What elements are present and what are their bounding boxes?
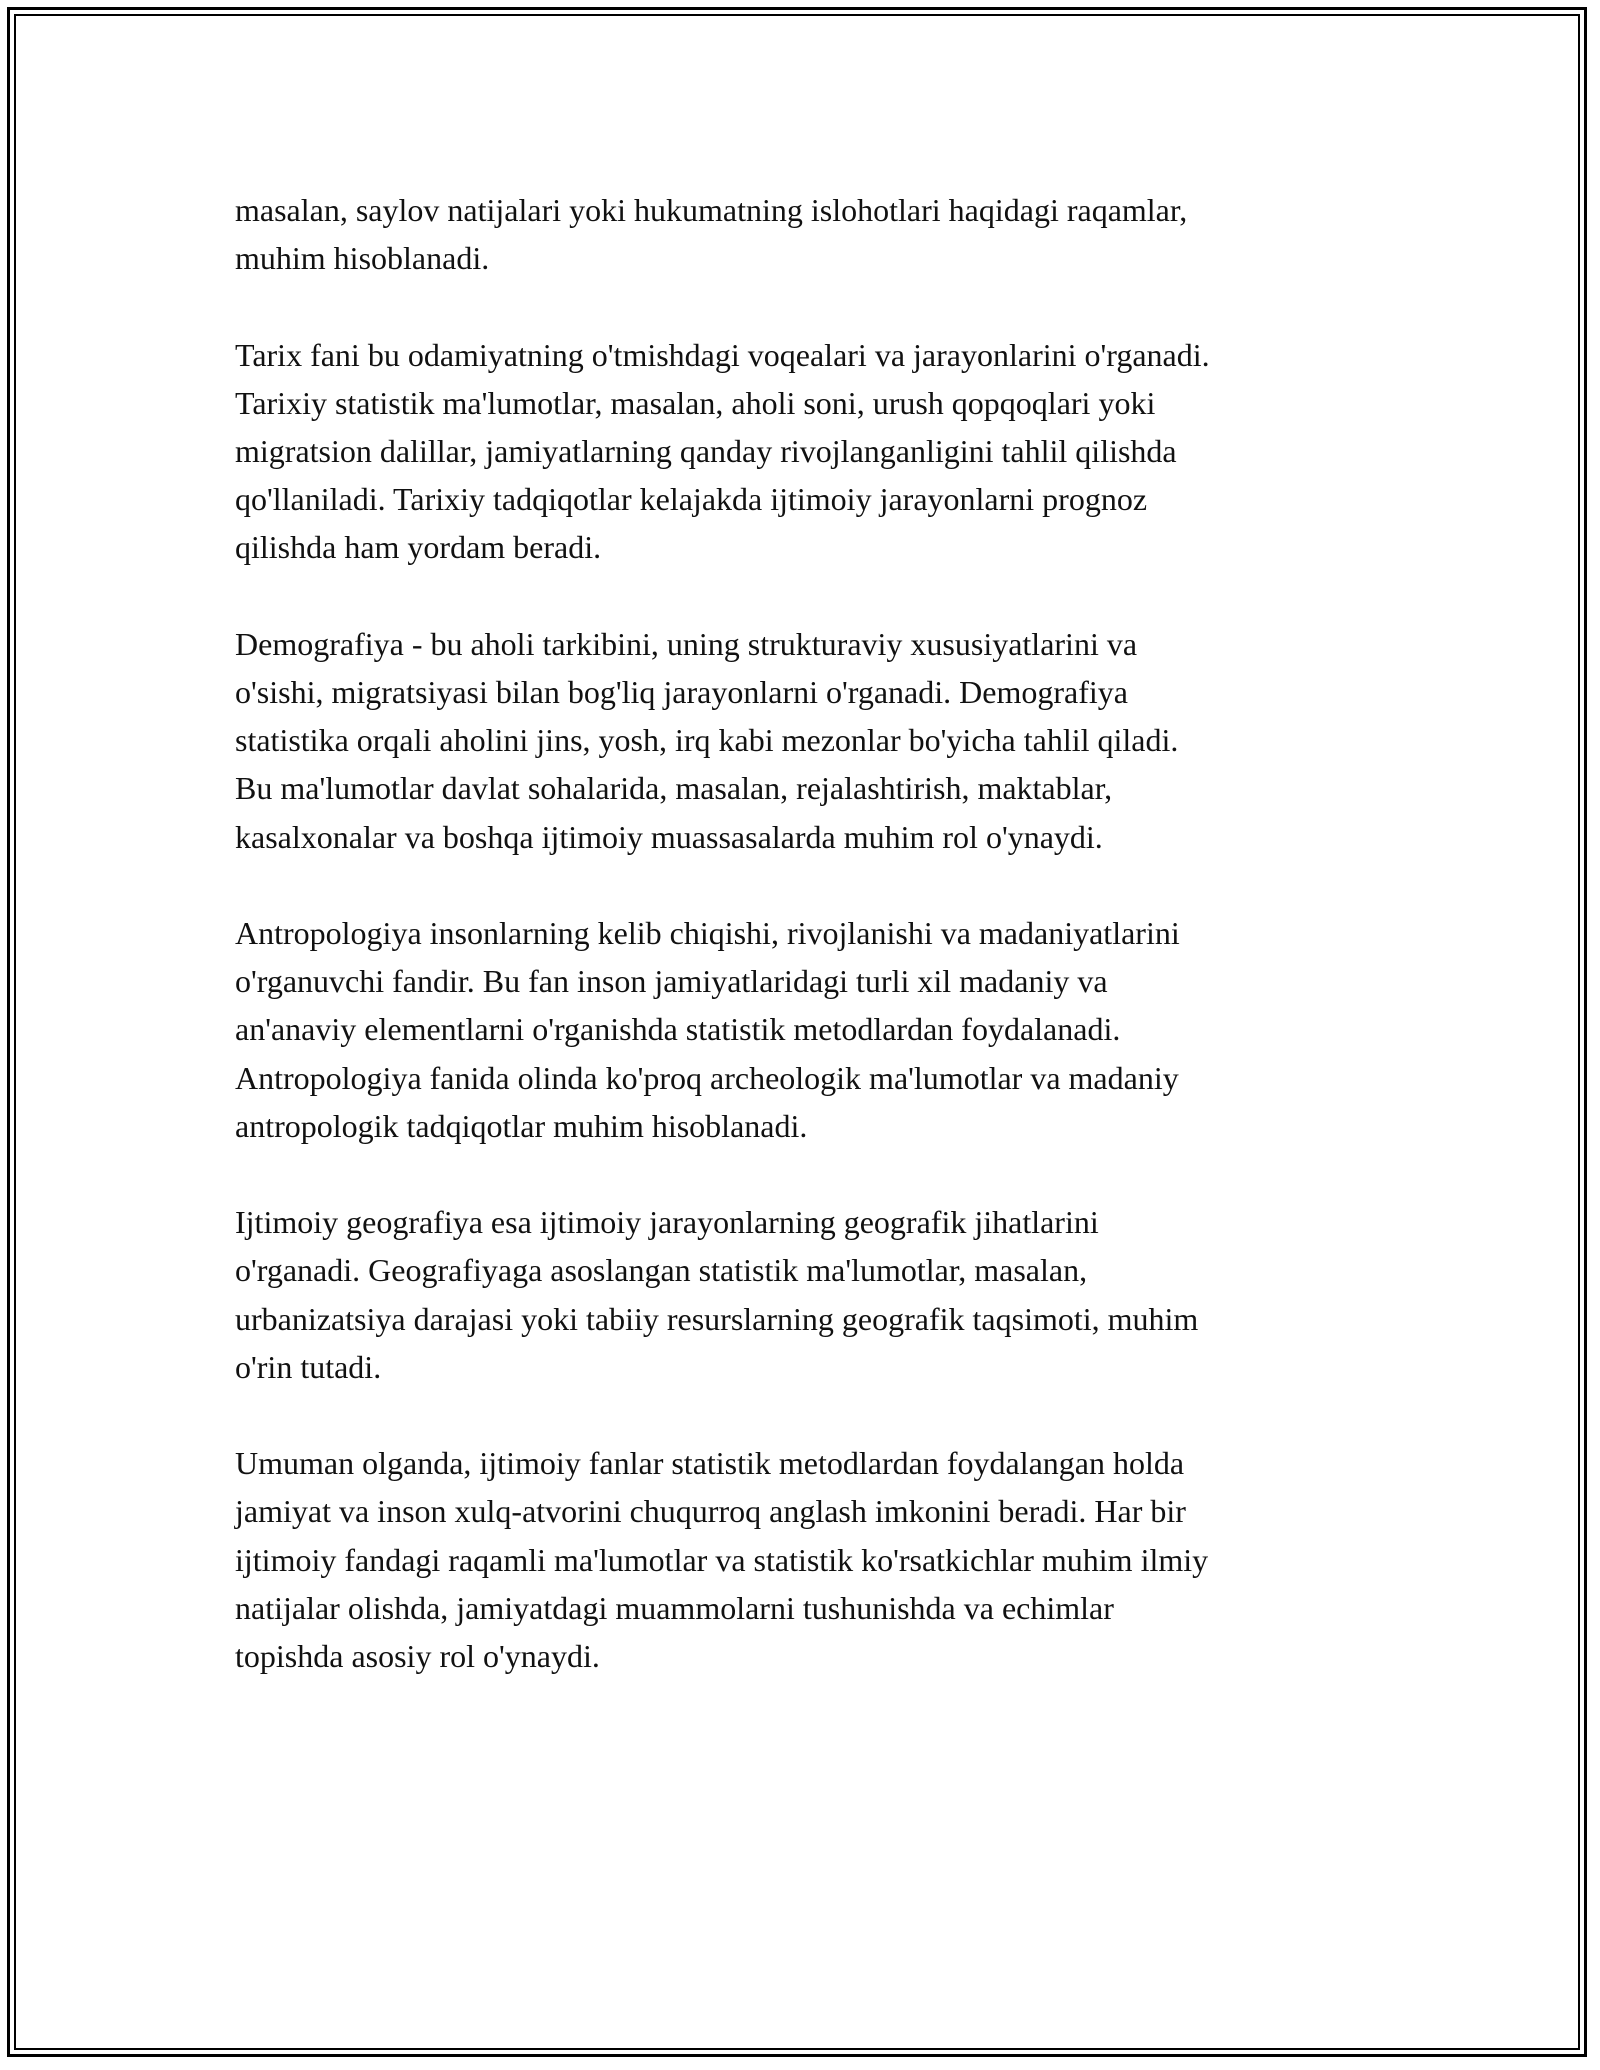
text-line: Antropologiya fanida olinda ko'proq archeologik ma'lumotlar va madaniy (235, 1059, 1179, 1096)
text-line: Ijtimoiy geografiya esa ijtimoiy jarayonlarning geografik jihatlarini (235, 1204, 1099, 1241)
text-line: Antropologiya insonlarning kelib chiqishi, rivojlanishi va madaniyatlarini (235, 915, 1180, 951)
document-body (235, 186, 1385, 1728)
paragraph-anthropology (235, 909, 1385, 1150)
text-line: jamiyat va inson xulq-atvorini chuqurroq anglash imkonini beradi. Har bir (235, 1493, 1186, 1530)
text-line: Demografiya - bu aholi tarkibini, uning strukturaviy xususiyatlarini va (235, 625, 1138, 662)
text-line: qilishda ham yordam beradi. (235, 529, 602, 566)
text-line: kasalxonalar va boshqa ijtimoiy muassasalarda muhim rol o'ynaydi. (235, 818, 1103, 855)
paragraph-social-geography (235, 1198, 1385, 1391)
text-line: Bu ma'lumotlar davlat sohalarida, masalan, rejalashtirish, maktablar, (235, 770, 1113, 807)
text-line: an'anaviy elementlarni o'rganishda statistik metodlardan foydalanadi. (235, 1011, 1121, 1048)
text-line: migratsion dalillar, jamiyatlarning qanday rivojlanganligini tahlil qilishda (235, 433, 1177, 469)
paragraph-demography (235, 620, 1385, 861)
text-line: o'sishi, migratsiyasi bilan bog'liq jarayonlarni o'rganadi. Demografiya (235, 674, 1128, 710)
text-line: Umuman olganda, ijtimoiy fanlar statistik metodlardan foydalangan holda (235, 1445, 1185, 1482)
text-line: Tarixiy statistik ma'lumotlar, masalan, aholi soni, urush qopqoqlari yoki (235, 384, 1156, 421)
text-line: muhim hisoblanadi. (235, 240, 490, 277)
paragraph-politics-continued (235, 186, 1385, 282)
text-line: statistika orqali aholini jins, yosh, irq kabi mezonlar bo'yicha tahlil qiladi. (235, 722, 1179, 759)
text-line: o'rganuvchi fandir. Bu fan inson jamiyatlaridagi turli xil madaniy va (235, 963, 1108, 1000)
text-line: ijtimoiy fandagi raqamli ma'lumotlar va statistik ko'rsatkichlar muhim ilmiy (235, 1541, 1209, 1578)
text-line: o'rin tutadi. (235, 1348, 382, 1385)
text-line: topishda asosiy rol o'ynaydi. (235, 1638, 600, 1675)
text-line: antropologik tadqiqotlar muhim hisoblanadi. (235, 1107, 808, 1144)
text-line: o'rganadi. Geografiyaga asoslangan statistik ma'lumotlar, masalan, (235, 1252, 1088, 1289)
text-line: urbanizatsiya darajasi yoki tabiiy resurslarning geografik taqsimoti, muhim (235, 1300, 1199, 1337)
text-line: qo'llaniladi. Tarixiy tadqiqotlar kelajakda ijtimoiy jarayonlarni prognoz (235, 481, 1148, 518)
text-line: Tarix fani bu odamiyatning o'tmishdagi voqealari va jarayonlarini o'rganadi. (235, 336, 1210, 373)
paragraph-conclusion (235, 1439, 1385, 1680)
text-line: masalan, saylov natijalari yoki hukumatning islohotlari haqidagi raqamlar, (235, 192, 1188, 228)
paragraph-history (235, 331, 1385, 572)
text-line: natijalar olishda, jamiyatdagi muammolarni tushunishda va echimlar (235, 1589, 1114, 1626)
